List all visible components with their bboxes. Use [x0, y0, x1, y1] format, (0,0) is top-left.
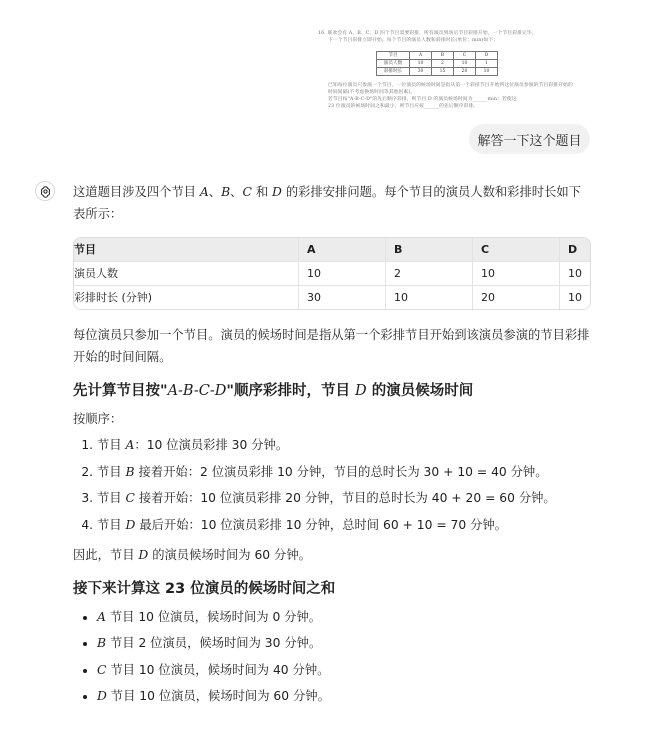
- user-message-text: 解答一下这个题目: [477, 133, 582, 149]
- image-text-line: 16. 联欢会有 A、B、C、D 四个节目需要彩排，所有演员到场后节目彩排开始，一个节目彩排完毕，: [318, 31, 537, 36]
- user-uploaded-image[interactable]: [318, 30, 580, 120]
- section-heading-2: 接下来计算这 23 位演员的候场时间之和: [73, 580, 336, 597]
- table-cell: 10: [560, 261, 590, 285]
- program-table: [73, 237, 591, 310]
- table-row: [74, 261, 590, 285]
- table-cell: 10: [386, 285, 473, 309]
- list-item: 4. 节目 D 最后开始：10 位演员彩排 10 分钟，总时间 60 + 10 = 70 分钟。: [97, 514, 593, 536]
- table-cell: 10: [299, 261, 386, 285]
- section-heading-1: 先计算节目按"A-B-C-D"顺序彩排时，节目 D 的演员候场时间: [73, 383, 474, 399]
- image-text-line: 时间间隔(不考虑换场时间等其他因素)。: [328, 90, 416, 95]
- table-cell: 2: [386, 261, 473, 285]
- list-item: • A 节目 10 位演员，候场时间为 0 分钟。: [97, 606, 593, 628]
- order-label: 按顺序：: [73, 412, 123, 426]
- list-item: • C 节目 10 位演员，候场时间为 40 分钟。: [97, 659, 593, 681]
- table-header-cell: D: [560, 238, 590, 261]
- image-table: 节目 A B C D 演员人数 10 2 10 1 彩排时长 30 15 20 10: [376, 51, 498, 76]
- image-text-line: 若节目按"A-B-C-D"的先后顺序彩排，则节目 D 的演员候场时间为______min；若使这: [328, 97, 517, 102]
- steps-list: [73, 434, 593, 536]
- conclusion-paragraph: 因此，节目 D 的演员候场时间为 60 分钟。: [73, 547, 311, 562]
- table-header-cell: A: [299, 238, 386, 261]
- table-cell: 演员人数: [74, 261, 299, 285]
- intro-paragraph: 这道题目涉及四个节目 A、B、C 和 D 的彩排安排问题。每个节目的演员人数和彩排时长如下表所示：: [73, 185, 581, 221]
- table-cell: 彩排时长 (分钟): [74, 285, 299, 309]
- table-cell: 30: [299, 285, 386, 309]
- list-item: • B 节目 2 位演员，候场时间为 30 分钟。: [97, 632, 593, 654]
- table-header-row: [74, 238, 590, 261]
- list-item: 3. 节目 C 接着开始：10 位演员彩排 20 分钟，节目的总时长为 40 + 20 = 60 分钟。: [97, 487, 593, 509]
- image-text-line: 下一个节目彩排立即开始。每个节目的演员人数和彩排时长(单位：min)如下：: [328, 38, 499, 43]
- user-message-bubble: [469, 124, 590, 154]
- note-paragraph: 每位演员只参加一个节目。演员的候场时间是指从第一个彩排节目开始到该演员参演的节目彩排开始的时间间隔。: [73, 328, 590, 364]
- image-text-line: 已知每位演员只参演一个节目，一位演员的候场时间是指从第一个彩排节目开始到这位演员参演的节目彩排开始的: [328, 83, 573, 88]
- assistant-message: [73, 181, 593, 715]
- list-item: 1. 节目 A：10 位演员彩排 30 分钟。: [97, 434, 593, 456]
- table-header-cell: C: [473, 238, 560, 261]
- table-header-cell: B: [386, 238, 473, 261]
- table-row: [74, 285, 590, 309]
- table-cell: 20: [473, 285, 560, 309]
- list-item: • D 节目 10 位演员，候场时间为 60 分钟。: [97, 685, 593, 707]
- openai-logo-icon: [35, 181, 55, 201]
- table-header-cell: 节目: [74, 238, 299, 261]
- table-cell: 10: [473, 261, 560, 285]
- table-cell: 10: [560, 285, 590, 309]
- bullet-list: [73, 606, 593, 708]
- list-item: 2. 节目 B 接着开始：2 位演员彩排 10 分钟，节目的总时长为 30 + 10 = 40 分钟。: [97, 461, 593, 483]
- image-text-line: 23 位演员的候场时间之和最小，则节目应按______的先后顺序彩排。: [328, 104, 479, 109]
